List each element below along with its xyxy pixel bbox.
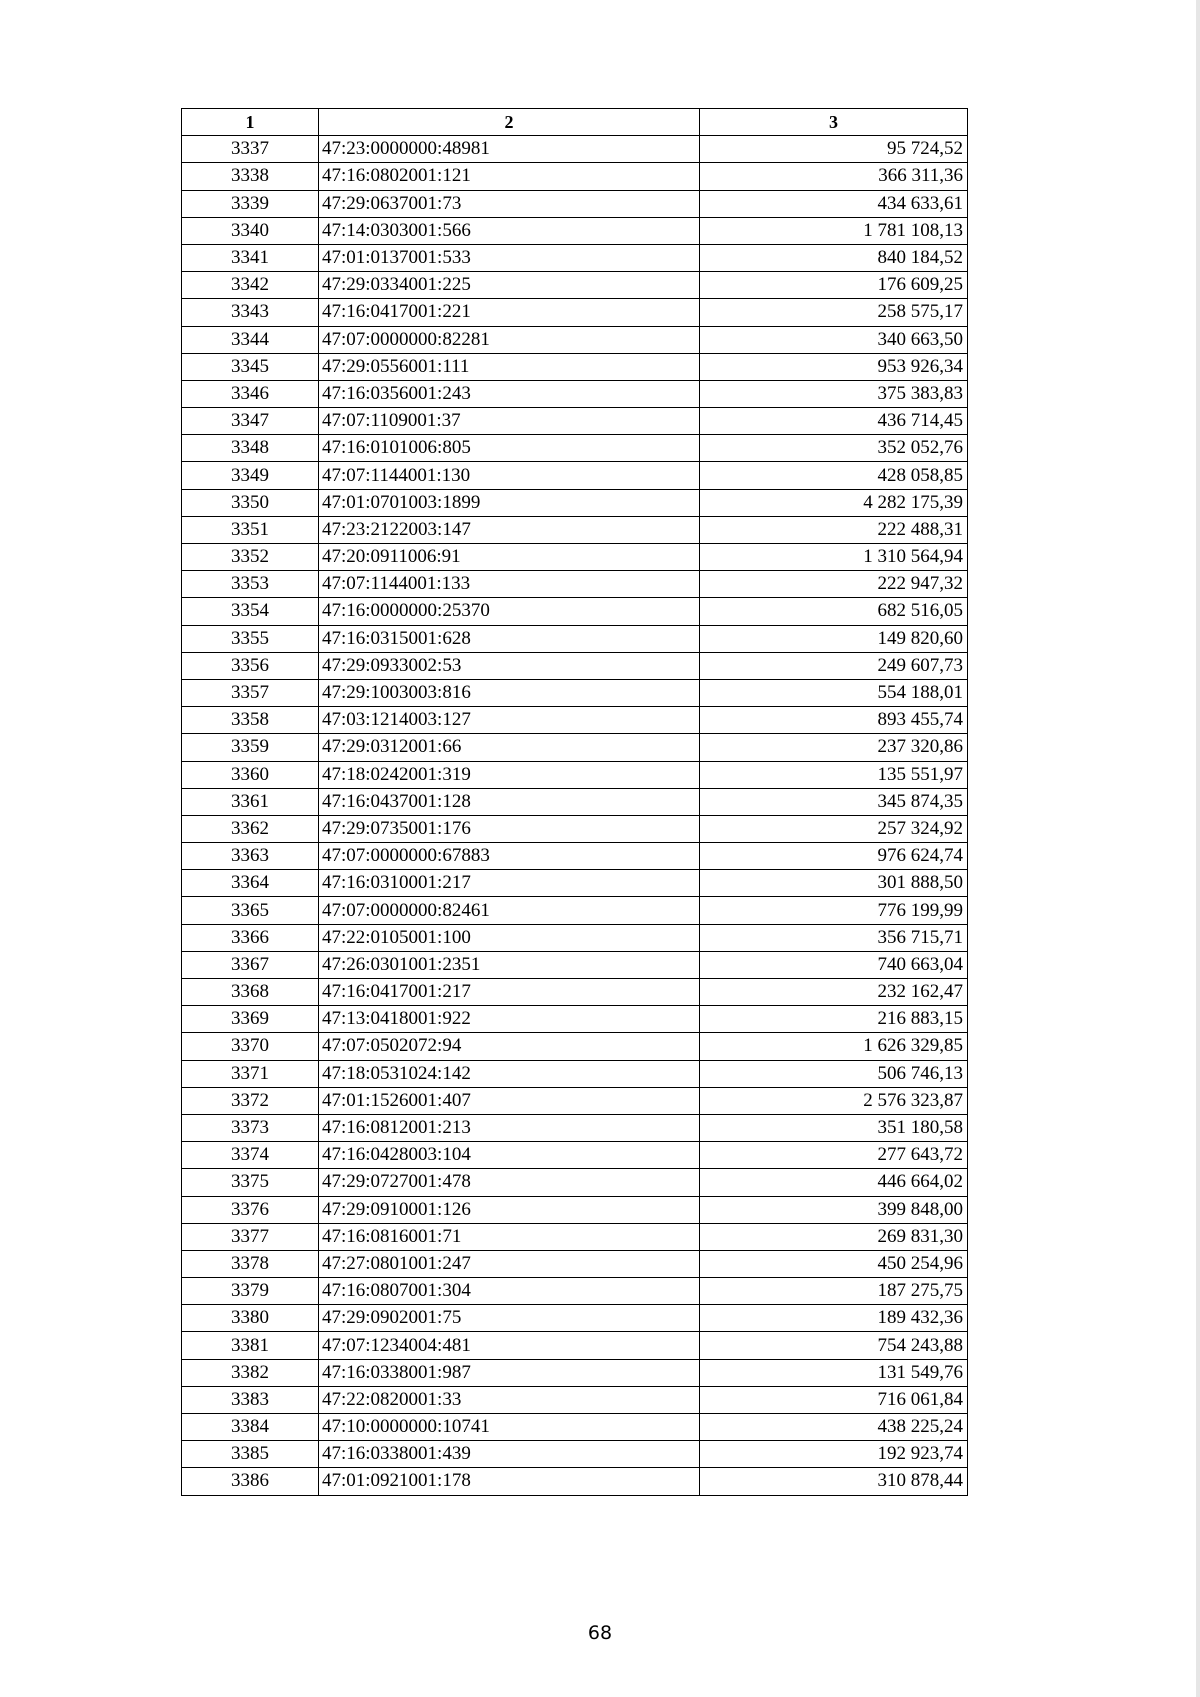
page-edge [1196,0,1200,1697]
cadastral-number-cell: 47:29:0902001:75 [319,1305,700,1332]
value-cell: 352 052,76 [700,435,968,462]
table-row [182,299,968,326]
cadastral-number-cell: 47:23:0000000:48981 [319,136,700,163]
table-row [182,326,968,353]
row-number-cell: 3371 [182,1060,319,1087]
cadastral-number-cell: 47:16:0802001:121 [319,163,700,190]
row-number-cell: 3364 [182,870,319,897]
row-number-cell: 3357 [182,679,319,706]
table-row [182,136,968,163]
value-cell: 257 324,92 [700,815,968,842]
value-cell: 366 311,36 [700,163,968,190]
row-number-cell: 3373 [182,1114,319,1141]
row-number-cell: 3339 [182,190,319,217]
value-cell: 345 874,35 [700,788,968,815]
value-cell: 176 609,25 [700,272,968,299]
row-number-cell: 3386 [182,1468,319,1495]
cadastral-number-cell: 47:03:1214003:127 [319,707,700,734]
row-number-cell: 3359 [182,734,319,761]
row-number-cell: 3375 [182,1169,319,1196]
cadastral-number-cell: 47:16:0417001:221 [319,299,700,326]
table-row [182,1223,968,1250]
table-row [182,408,968,435]
row-number-cell: 3378 [182,1250,319,1277]
value-cell: 4 282 175,39 [700,489,968,516]
table-row [182,217,968,244]
value-cell: 269 831,30 [700,1223,968,1250]
table-row [182,924,968,951]
row-number-cell: 3367 [182,951,319,978]
cadastral-number-cell: 47:29:0910001:126 [319,1196,700,1223]
row-number-cell: 3338 [182,163,319,190]
cadastral-number-cell: 47:29:0312001:66 [319,734,700,761]
value-cell: 356 715,71 [700,924,968,951]
table-row [182,190,968,217]
table-body [182,136,968,1495]
cadastral-number-cell: 47:07:1144001:130 [319,462,700,489]
table-row [182,1359,968,1386]
cadastral-number-cell: 47:26:0301001:2351 [319,951,700,978]
cadastral-number-cell: 47:07:0000000:67883 [319,843,700,870]
table-row [182,788,968,815]
value-cell: 192 923,74 [700,1441,968,1468]
table-row [182,897,968,924]
table-row [182,652,968,679]
cadastral-number-cell: 47:07:1234004:481 [319,1332,700,1359]
row-number-cell: 3369 [182,1006,319,1033]
table-row [182,462,968,489]
cadastral-number-cell: 47:10:0000000:10741 [319,1414,700,1441]
column-header-2: 2 [319,109,700,136]
row-number-cell: 3342 [182,272,319,299]
value-cell: 399 848,00 [700,1196,968,1223]
cadastral-number-cell: 47:07:0000000:82461 [319,897,700,924]
row-number-cell: 3376 [182,1196,319,1223]
cadastral-number-cell: 47:16:0315001:628 [319,625,700,652]
cadastral-number-cell: 47:29:1003003:816 [319,679,700,706]
value-cell: 893 455,74 [700,707,968,734]
cadastral-number-cell: 47:07:1109001:37 [319,408,700,435]
value-cell: 222 488,31 [700,516,968,543]
value-cell: 953 926,34 [700,353,968,380]
row-number-cell: 3345 [182,353,319,380]
table-row [182,870,968,897]
table-row [182,244,968,271]
table-row [182,1142,968,1169]
value-cell: 446 664,02 [700,1169,968,1196]
row-number-cell: 3384 [182,1414,319,1441]
table-row [182,353,968,380]
row-number-cell: 3363 [182,843,319,870]
table-row [182,625,968,652]
row-number-cell: 3354 [182,598,319,625]
value-cell: 131 549,76 [700,1359,968,1386]
table-row [182,272,968,299]
row-number-cell: 3360 [182,761,319,788]
table-row [182,1169,968,1196]
table-row [182,1250,968,1277]
table-row [182,516,968,543]
row-number-cell: 3370 [182,1033,319,1060]
row-number-cell: 3362 [182,815,319,842]
value-cell: 187 275,75 [700,1278,968,1305]
table-row [182,951,968,978]
value-cell: 375 383,83 [700,380,968,407]
value-cell: 976 624,74 [700,843,968,870]
cadastral-number-cell: 47:07:1144001:133 [319,571,700,598]
row-number-cell: 3381 [182,1332,319,1359]
row-number-cell: 3382 [182,1359,319,1386]
cadastral-number-cell: 47:29:0637001:73 [319,190,700,217]
row-number-cell: 3340 [182,217,319,244]
cadastral-number-cell: 47:27:0801001:247 [319,1250,700,1277]
row-number-cell: 3379 [182,1278,319,1305]
row-number-cell: 3368 [182,979,319,1006]
row-number-cell: 3352 [182,544,319,571]
data-table [181,108,968,1496]
table-row [182,1468,968,1495]
row-number-cell: 3348 [182,435,319,462]
table-row [182,815,968,842]
row-number-cell: 3346 [182,380,319,407]
row-number-cell: 3337 [182,136,319,163]
cadastral-number-cell: 47:29:0727001:478 [319,1169,700,1196]
table-row [182,734,968,761]
table-header [182,109,968,136]
value-cell: 249 607,73 [700,652,968,679]
cadastral-number-cell: 47:07:0502072:94 [319,1033,700,1060]
cadastral-number-cell: 47:01:1526001:407 [319,1087,700,1114]
cadastral-number-cell: 47:16:0428003:104 [319,1142,700,1169]
cadastral-number-cell: 47:16:0000000:25370 [319,598,700,625]
row-number-cell: 3350 [182,489,319,516]
row-number-cell: 3344 [182,326,319,353]
cadastral-number-cell: 47:18:0242001:319 [319,761,700,788]
cadastral-number-cell: 47:29:0556001:111 [319,353,700,380]
value-cell: 754 243,88 [700,1332,968,1359]
cadastral-number-cell: 47:16:0338001:987 [319,1359,700,1386]
column-header-1: 1 [182,109,319,136]
table-row [182,1196,968,1223]
table-row [182,1305,968,1332]
value-cell: 258 575,17 [700,299,968,326]
row-number-cell: 3343 [182,299,319,326]
value-cell: 340 663,50 [700,326,968,353]
table-row [182,1114,968,1141]
cadastral-number-cell: 47:22:0820001:33 [319,1386,700,1413]
row-number-cell: 3385 [182,1441,319,1468]
value-cell: 310 878,44 [700,1468,968,1495]
cadastral-number-cell: 47:18:0531024:142 [319,1060,700,1087]
row-number-cell: 3374 [182,1142,319,1169]
value-cell: 716 061,84 [700,1386,968,1413]
table-row [182,679,968,706]
column-header-3: 3 [700,109,968,136]
value-cell: 554 188,01 [700,679,968,706]
cadastral-number-cell: 47:01:0137001:533 [319,244,700,271]
row-number-cell: 3372 [182,1087,319,1114]
cadastral-number-cell: 47:29:0735001:176 [319,815,700,842]
table-row [182,707,968,734]
table-row [182,1006,968,1033]
value-cell: 216 883,15 [700,1006,968,1033]
cadastral-number-cell: 47:16:0807001:304 [319,1278,700,1305]
value-cell: 1 781 108,13 [700,217,968,244]
table-row [182,843,968,870]
table-row [182,489,968,516]
value-cell: 95 724,52 [700,136,968,163]
cadastral-number-cell: 47:01:0921001:178 [319,1468,700,1495]
cadastral-number-cell: 47:16:0310001:217 [319,870,700,897]
table-row [182,1033,968,1060]
table-row [182,761,968,788]
value-cell: 1 310 564,94 [700,544,968,571]
cadastral-number-cell: 47:20:0911006:91 [319,544,700,571]
row-number-cell: 3366 [182,924,319,951]
value-cell: 1 626 329,85 [700,1033,968,1060]
table-row [182,1060,968,1087]
cadastral-number-cell: 47:14:0303001:566 [319,217,700,244]
value-cell: 434 633,61 [700,190,968,217]
row-number-cell: 3380 [182,1305,319,1332]
table-row [182,435,968,462]
cadastral-number-cell: 47:13:0418001:922 [319,1006,700,1033]
table-row [182,1414,968,1441]
table-row [182,979,968,1006]
header-row [182,109,968,136]
table-row [182,1386,968,1413]
row-number-cell: 3353 [182,571,319,598]
value-cell: 776 199,99 [700,897,968,924]
row-number-cell: 3347 [182,408,319,435]
cadastral-number-cell: 47:29:0933002:53 [319,652,700,679]
value-cell: 436 714,45 [700,408,968,435]
cadastral-number-cell: 47:23:2122003:147 [319,516,700,543]
value-cell: 277 643,72 [700,1142,968,1169]
cadastral-number-cell: 47:16:0816001:71 [319,1223,700,1250]
value-cell: 450 254,96 [700,1250,968,1277]
value-cell: 682 516,05 [700,598,968,625]
row-number-cell: 3383 [182,1386,319,1413]
table-row [182,1087,968,1114]
cadastral-number-cell: 47:16:0417001:217 [319,979,700,1006]
cadastral-number-cell: 47:16:0812001:213 [319,1114,700,1141]
table-row [182,598,968,625]
cadastral-number-cell: 47:16:0101006:805 [319,435,700,462]
row-number-cell: 3341 [182,244,319,271]
row-number-cell: 3351 [182,516,319,543]
table-row [182,1278,968,1305]
row-number-cell: 3361 [182,788,319,815]
value-cell: 237 320,86 [700,734,968,761]
value-cell: 2 576 323,87 [700,1087,968,1114]
value-cell: 438 225,24 [700,1414,968,1441]
table-row [182,380,968,407]
table-row [182,544,968,571]
row-number-cell: 3358 [182,707,319,734]
row-number-cell: 3349 [182,462,319,489]
value-cell: 135 551,97 [700,761,968,788]
row-number-cell: 3355 [182,625,319,652]
table-row [182,1332,968,1359]
row-number-cell: 3356 [182,652,319,679]
value-cell: 351 180,58 [700,1114,968,1141]
value-cell: 222 947,32 [700,571,968,598]
value-cell: 840 184,52 [700,244,968,271]
value-cell: 189 432,36 [700,1305,968,1332]
cadastral-number-cell: 47:07:0000000:82281 [319,326,700,353]
row-number-cell: 3377 [182,1223,319,1250]
cadastral-number-cell: 47:16:0338001:439 [319,1441,700,1468]
cadastral-number-cell: 47:16:0437001:128 [319,788,700,815]
table-row [182,163,968,190]
cadastral-number-cell: 47:16:0356001:243 [319,380,700,407]
table-row [182,1441,968,1468]
value-cell: 428 058,85 [700,462,968,489]
value-cell: 232 162,47 [700,979,968,1006]
value-cell: 740 663,04 [700,951,968,978]
value-cell: 506 746,13 [700,1060,968,1087]
cadastral-number-cell: 47:22:0105001:100 [319,924,700,951]
cadastral-number-cell: 47:01:0701003:1899 [319,489,700,516]
value-cell: 149 820,60 [700,625,968,652]
row-number-cell: 3365 [182,897,319,924]
table-row [182,571,968,598]
value-cell: 301 888,50 [700,870,968,897]
cadastral-number-cell: 47:29:0334001:225 [319,272,700,299]
page-number: 68 [587,1622,613,1644]
